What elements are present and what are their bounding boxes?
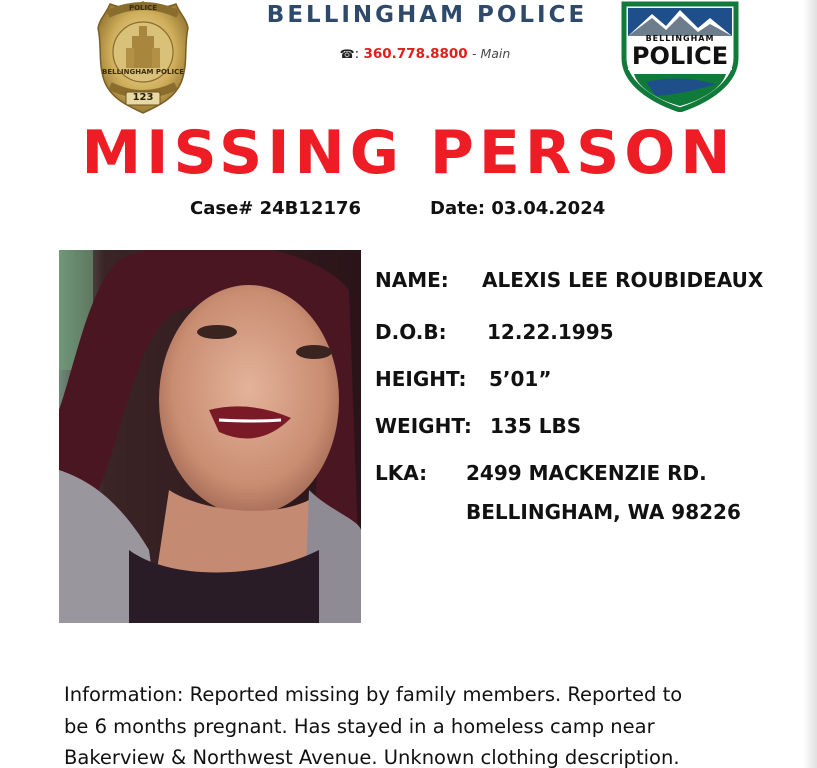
agency-name: BELLINGHAM POLICE (266, 2, 588, 28)
phone-separator: : (354, 46, 360, 62)
name-label: NAME: (375, 268, 449, 292)
height-label: HEIGHT: (375, 367, 467, 391)
weight-label: WEIGHT: (375, 414, 472, 438)
case-number: Case# 24B12176 (190, 198, 362, 219)
phone-number[interactable]: 360.778.8800 (363, 46, 468, 62)
information-line-2: be 6 months pregnant. Has stayed in a homeless camp near (64, 714, 655, 738)
information-paragraph (64, 679, 784, 768)
name-value: ALEXIS LEE ROUBIDEAUX (482, 268, 764, 292)
page-title: MISSING PERSON (81, 118, 736, 188)
badge-number: 123 (132, 92, 154, 103)
dob-value: 12.22.1995 (487, 320, 614, 344)
case-date: Date: 03.04.2024 (430, 198, 606, 219)
lka-line1: 2499 MACKENZIE RD. (466, 461, 707, 485)
badge-bottom-text: BELLINGHAM POLICE (102, 68, 184, 76)
information-line-3: Bakerview & Northwest Avenue. Unknown clothing description. (64, 746, 680, 768)
telephone-icon: ☎ (339, 47, 355, 61)
phone-label: - Main (471, 46, 511, 61)
phone-line (300, 46, 550, 62)
page-edge-shadow (803, 0, 817, 768)
height-value: 5’01” (489, 367, 552, 391)
lka-label: LKA: (375, 461, 428, 485)
weight-value: 135 LBS (490, 414, 582, 438)
logo-line1: BELLINGHAM (645, 34, 715, 43)
badge-top-text: POLICE (128, 4, 158, 12)
lka-line2: BELLINGHAM, WA 98226 (466, 500, 741, 524)
dob-label: D.O.B: (375, 320, 447, 344)
information-line-1: Information: Reported missing by family members. Reported to (64, 683, 683, 706)
logo-line2: POLICE (631, 42, 729, 70)
person-photo (59, 250, 361, 623)
